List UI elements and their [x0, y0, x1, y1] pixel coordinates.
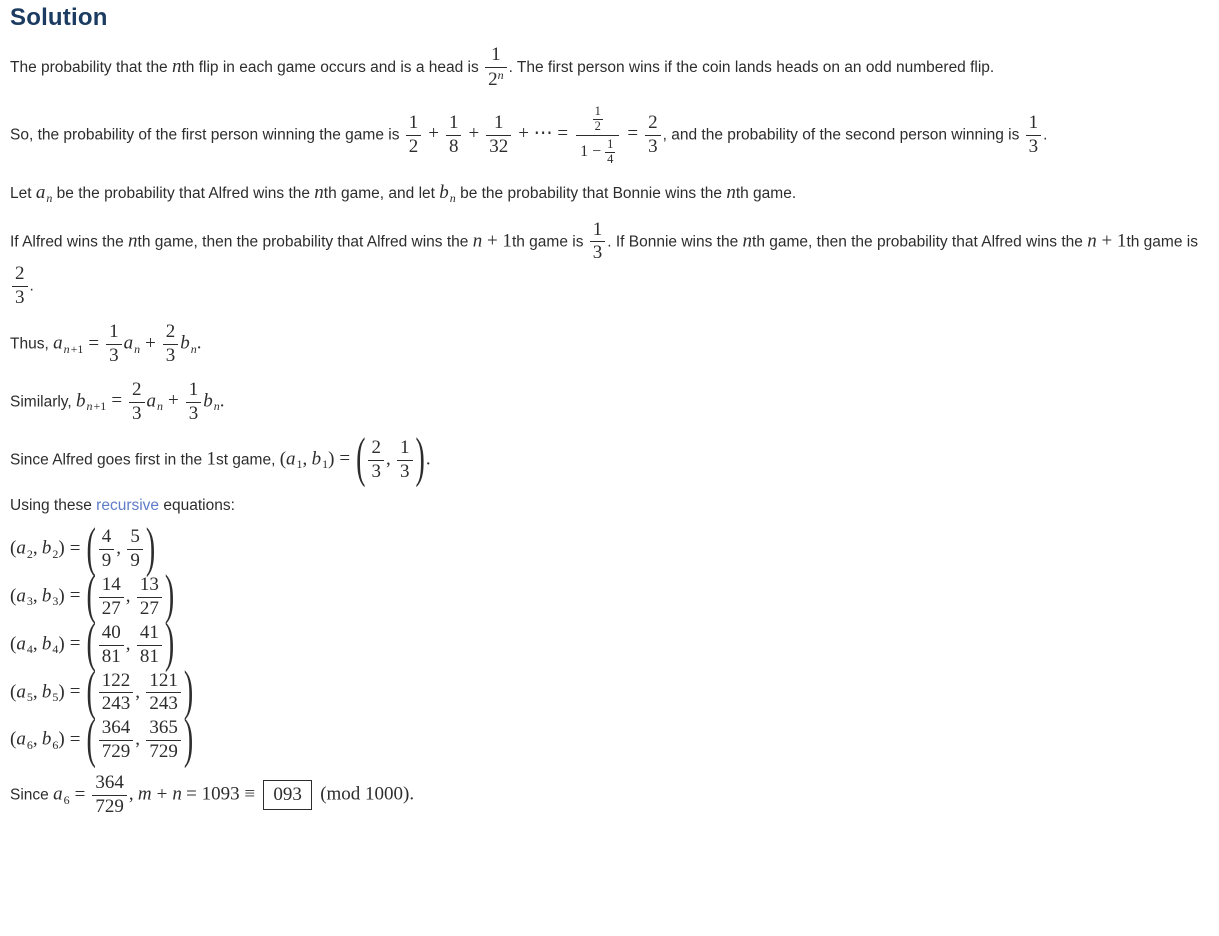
math-var-a: a [286, 448, 296, 470]
mod-1000: (mod 1000) [320, 783, 410, 805]
fraction-denominator: 3 [186, 402, 202, 425]
recursive-link[interactable]: recursive [96, 497, 160, 515]
math-var-b: b [41, 585, 52, 607]
fraction-denominator: 9 [127, 549, 143, 572]
text-run: The probability that the [10, 58, 172, 76]
fraction-a [99, 718, 134, 763]
math-var-b: b [76, 390, 86, 412]
big-left-paren: ( [86, 661, 96, 723]
comma: , [116, 537, 122, 559]
math-var-a: a [53, 332, 63, 354]
big-left-paren: ( [86, 566, 96, 627]
math-one: 1 [206, 448, 216, 470]
fraction-denominator: 81 [99, 645, 124, 668]
fraction-numerator: 14 [101, 573, 121, 595]
text-run: . [29, 277, 34, 295]
subscript: 4 [26, 642, 33, 657]
math-var-n: n [472, 230, 483, 252]
big-right-paren: ) [415, 428, 425, 490]
subscript: 2 [26, 546, 33, 561]
comma: , [135, 681, 141, 702]
text-run: If Alfred wins the [10, 233, 129, 251]
equals-operator: = [69, 728, 81, 750]
right-paren: ) [58, 633, 65, 655]
fraction-denominator: 3 [106, 344, 122, 367]
text-run: . The first person wins if the coin lands heads on an odd numbered flip. [508, 58, 995, 76]
equals-operator: = [69, 585, 81, 607]
text-run: equations: [159, 497, 235, 515]
subscript-n: n [449, 190, 456, 205]
fraction-denominator: 3 [12, 286, 28, 309]
big-left-paren: ( [86, 613, 96, 675]
subscript: 3 [26, 594, 33, 609]
fraction-2-3 [12, 264, 28, 309]
page-title: Solution [10, 4, 108, 31]
fraction-denominator: 3 [368, 460, 384, 483]
paragraph-initial-condition [10, 428, 1207, 490]
text-run: . [1043, 126, 1048, 144]
comma: , [125, 585, 131, 607]
text-run: Thus, [10, 335, 54, 353]
fraction-denominator: 3 [645, 135, 661, 158]
fraction-denominator: 3 [129, 402, 145, 425]
fraction-numerator: 1 [1028, 111, 1039, 133]
fraction-denominator: 729 [146, 740, 181, 763]
period: . [409, 783, 415, 805]
subscript: 6 [26, 737, 33, 752]
fraction-numerator: 364 [95, 772, 124, 794]
fraction-denominator: 2 [406, 135, 422, 158]
text-run: Using these [10, 497, 97, 515]
fraction-2-3 [645, 113, 661, 158]
subscript: 4 [52, 642, 59, 657]
equals-operator: = [111, 390, 123, 412]
fraction-numerator: 2 [15, 263, 25, 285]
period: . [196, 332, 202, 354]
fraction-small-1-2 [593, 105, 603, 134]
subscript-n: n [63, 341, 70, 356]
comma: , [32, 681, 38, 702]
fraction-2-3 [129, 380, 145, 425]
fraction-numerator: 1 [491, 44, 501, 65]
equation-row-a4b4 [10, 613, 1207, 675]
paragraph-recurrence-a [10, 322, 1207, 367]
fraction-numerator: 2 [648, 111, 658, 133]
right-paren: ) [58, 728, 65, 750]
complex-numerator [576, 104, 619, 136]
math-var-b: b [439, 181, 449, 203]
big-right-paren: ) [164, 566, 175, 627]
fraction-numerator: 1 [109, 321, 119, 343]
big-left-paren: ( [356, 428, 366, 490]
fraction-b [146, 671, 181, 716]
equals-operator: = [88, 332, 100, 354]
big-left-paren: ( [86, 709, 96, 770]
math-var-n: n [726, 181, 736, 203]
math-var-a: a [16, 681, 26, 702]
complex-denominator [576, 135, 619, 167]
fraction-b [146, 718, 181, 763]
subscript-n: n [46, 190, 53, 205]
math-var-b: b [311, 448, 322, 470]
plus-operator: + [156, 783, 168, 805]
text-run: , and the probability of the second person winning is [662, 126, 1024, 144]
fraction-denominator: 27 [137, 597, 162, 620]
math-plus-one: + 1 [482, 230, 512, 252]
math-var-n: n [172, 55, 182, 77]
fraction-364-729 [92, 773, 127, 818]
fraction-denominator: 243 [99, 692, 134, 715]
equals-operator: = [69, 633, 81, 655]
fraction-complex [576, 104, 619, 167]
den-base: 2 [488, 68, 498, 90]
comma: , [32, 537, 38, 559]
fraction-1-8 [446, 113, 462, 158]
fraction-denominator: 2 [594, 118, 601, 133]
math-var-b: b [41, 728, 52, 750]
paragraph-final-answer [10, 773, 1207, 818]
big-left-paren: ( [86, 518, 96, 579]
fraction-numerator: 4 [101, 526, 112, 548]
math-var-m: m [137, 783, 152, 805]
fraction-numerator: 1 [594, 103, 601, 118]
paragraph-recurrence-b [10, 380, 1207, 425]
comma: , [385, 448, 391, 470]
subscript-n: n [157, 399, 164, 414]
plus-operator: + [468, 123, 480, 145]
period: . [425, 448, 431, 470]
fraction-denominator: 9 [99, 549, 115, 572]
fraction-denominator: 3 [163, 344, 179, 367]
text-run: th game, then the probability that Alfred wins the [137, 233, 473, 251]
equation-row-a3b3 [10, 566, 1207, 627]
big-right-paren: ) [183, 709, 194, 770]
left-paren: ( [10, 585, 17, 607]
fraction-numerator: 1 [400, 436, 410, 458]
text-run: th game is [1126, 233, 1198, 251]
subscript-n: n [86, 399, 93, 414]
subscript-n: n [213, 399, 220, 414]
text-run: . If Bonnie wins the [607, 233, 743, 251]
text-run: Since Alfred goes first in the [10, 451, 207, 469]
fraction-numerator: 40 [101, 621, 121, 643]
math-var-b: b [41, 681, 52, 702]
right-paren: ) [58, 585, 65, 607]
math-var-a: a [16, 728, 26, 750]
fraction-1-3 [397, 438, 413, 483]
right-paren: ) [328, 448, 335, 470]
text-run: th game, then the probability that Alfred wins the [752, 233, 1088, 251]
comma: , [32, 633, 38, 655]
fraction-b [127, 527, 143, 572]
comma: , [135, 728, 141, 750]
fraction-1-3 [1026, 113, 1042, 158]
text-run: Since [10, 786, 54, 804]
fraction-numerator: 365 [149, 717, 178, 739]
paragraph-using-recursive [10, 495, 1207, 517]
math-var-n: n [314, 181, 324, 203]
math-var-n: n [1087, 230, 1097, 252]
paragraph-first-person-win [10, 104, 1207, 167]
fraction-denominator: 243 [146, 692, 181, 715]
equation-row-a6b6 [10, 709, 1207, 770]
fraction-denominator: 3 [397, 460, 413, 483]
comma: , [32, 585, 38, 607]
text-run: be the probability that Bonnie wins the [455, 184, 727, 202]
text-run: 1 − [580, 143, 602, 161]
equation-row-a5b5 [10, 661, 1207, 723]
equals-operator: = [74, 783, 86, 805]
fraction-2-3 [163, 322, 179, 367]
fraction-numerator: 364 [101, 717, 131, 739]
fraction-numerator: 1 [188, 378, 199, 400]
equation-row-a2b2 [10, 518, 1207, 579]
fraction-denominator: 729 [92, 795, 127, 818]
math-var-b: b [180, 332, 190, 354]
fraction-numerator: 1 [592, 218, 603, 240]
fraction-denominator: 3 [1026, 135, 1042, 158]
left-paren: ( [10, 537, 17, 559]
left-paren: ( [10, 728, 17, 750]
subscript-1: 1 [296, 457, 303, 472]
fraction-1-32 [486, 113, 511, 158]
left-paren: ( [10, 633, 17, 655]
fraction-a [99, 671, 134, 716]
equals-operator: = [627, 123, 639, 145]
fraction-denominator: 32 [486, 135, 511, 158]
fraction-denominator: 4 [607, 152, 614, 167]
plus-operator: + [428, 123, 439, 145]
math-var-n: n [128, 230, 138, 252]
big-right-paren: ) [145, 518, 156, 579]
subscript: 3 [52, 594, 59, 609]
left-paren: ( [279, 448, 287, 470]
plus-operator: + [145, 332, 156, 354]
fraction-numerator: 41 [139, 621, 159, 643]
fraction-1-2 [406, 113, 422, 158]
comma: , [302, 448, 308, 470]
math-var-n: n [172, 783, 182, 805]
text-run: st game, [215, 451, 280, 469]
text-run: So, the probability of the first person winning the game is [10, 126, 404, 144]
text-run: th game is [511, 233, 588, 251]
text-run: be the probability that Alfred wins the [52, 184, 315, 202]
text-run: th game, and let [323, 184, 440, 202]
equals-1093-equiv: = 1093 ≡ [186, 783, 256, 805]
math-var-a: a [35, 181, 46, 203]
fraction-denominator: 729 [99, 740, 134, 763]
period: . [219, 390, 225, 412]
math-plus-one: + 1 [1096, 230, 1127, 252]
fraction-numerator: 1 [493, 111, 504, 133]
right-paren: ) [58, 681, 65, 702]
fraction-1-3 [106, 322, 122, 367]
fraction-1-2n [485, 45, 507, 91]
fraction-numerator: 5 [130, 526, 140, 548]
subscript: 5 [52, 690, 59, 704]
fraction-numerator: 2 [165, 321, 176, 343]
math-var-a: a [53, 783, 63, 805]
text-run: Let [10, 184, 36, 202]
math-var-a: a [16, 537, 26, 559]
paragraph-definitions [10, 180, 1207, 207]
paragraph-transition-probabilities [10, 220, 1207, 310]
math-var-b: b [203, 390, 213, 412]
fraction-denominator: 81 [137, 645, 162, 668]
fraction-numerator: 13 [139, 573, 159, 595]
math-var-a: a [16, 585, 26, 607]
plus-operator: + [168, 390, 179, 412]
math-var-a: a [146, 390, 157, 412]
den-exponent: n [497, 67, 504, 82]
subscript: 6 [52, 737, 59, 752]
equals-operator: = [69, 681, 81, 702]
math-var-a: a [123, 332, 134, 354]
fraction-numerator: 2 [132, 378, 142, 400]
subscript-plus-1: +1 [93, 399, 107, 414]
fraction-a [99, 623, 124, 668]
fraction-denominator: 27 [99, 597, 124, 620]
fraction-a [99, 527, 115, 572]
fraction-a [99, 575, 124, 620]
math-var-a: a [16, 633, 26, 655]
math-var-b: b [41, 537, 52, 559]
equals-operator: = [339, 448, 351, 470]
math-var-b: b [41, 633, 52, 655]
fraction-1-3 [590, 220, 606, 265]
text-run: th flip in each game occurs and is a head is [181, 58, 484, 76]
text-run: Similarly, [10, 393, 77, 411]
subscript: 5 [26, 690, 33, 704]
subscript-1: 1 [322, 457, 329, 472]
equals-operator: = [69, 537, 81, 559]
subscript-n: n [190, 341, 197, 356]
ellipsis-equals: + ⋯ = [518, 123, 569, 145]
text-run: th game. [735, 184, 797, 202]
subscript-plus-1: +1 [70, 341, 84, 356]
paragraph-probability-head [10, 45, 1207, 91]
fraction-b [137, 623, 162, 668]
big-right-paren: ) [183, 661, 194, 723]
subscript: 2 [52, 546, 59, 561]
fraction-denominator [485, 67, 507, 91]
comma: , [125, 633, 131, 655]
fraction-2-3 [368, 438, 384, 483]
fraction-numerator: 122 [101, 669, 131, 691]
fraction-numerator: 1 [607, 137, 614, 152]
fraction-b [137, 575, 162, 620]
fraction-numerator: 1 [448, 111, 459, 133]
left-paren: ( [10, 681, 17, 702]
math-var-n: n [742, 230, 753, 252]
comma: , [32, 728, 38, 750]
fraction-denominator: 3 [590, 241, 606, 264]
fraction-small-1-4 [605, 138, 615, 167]
fraction-denominator: 8 [446, 135, 462, 158]
fraction-numerator: 1 [408, 111, 419, 133]
fraction-1-3 [186, 380, 202, 425]
big-right-paren: ) [164, 613, 175, 675]
boxed-answer: 093 [263, 780, 312, 811]
subscript-6: 6 [63, 792, 70, 807]
fraction-numerator: 121 [149, 669, 178, 691]
right-paren: ) [58, 537, 65, 559]
comma: , [128, 783, 134, 805]
subscript-n: n [134, 341, 141, 356]
fraction-numerator: 2 [371, 436, 381, 458]
